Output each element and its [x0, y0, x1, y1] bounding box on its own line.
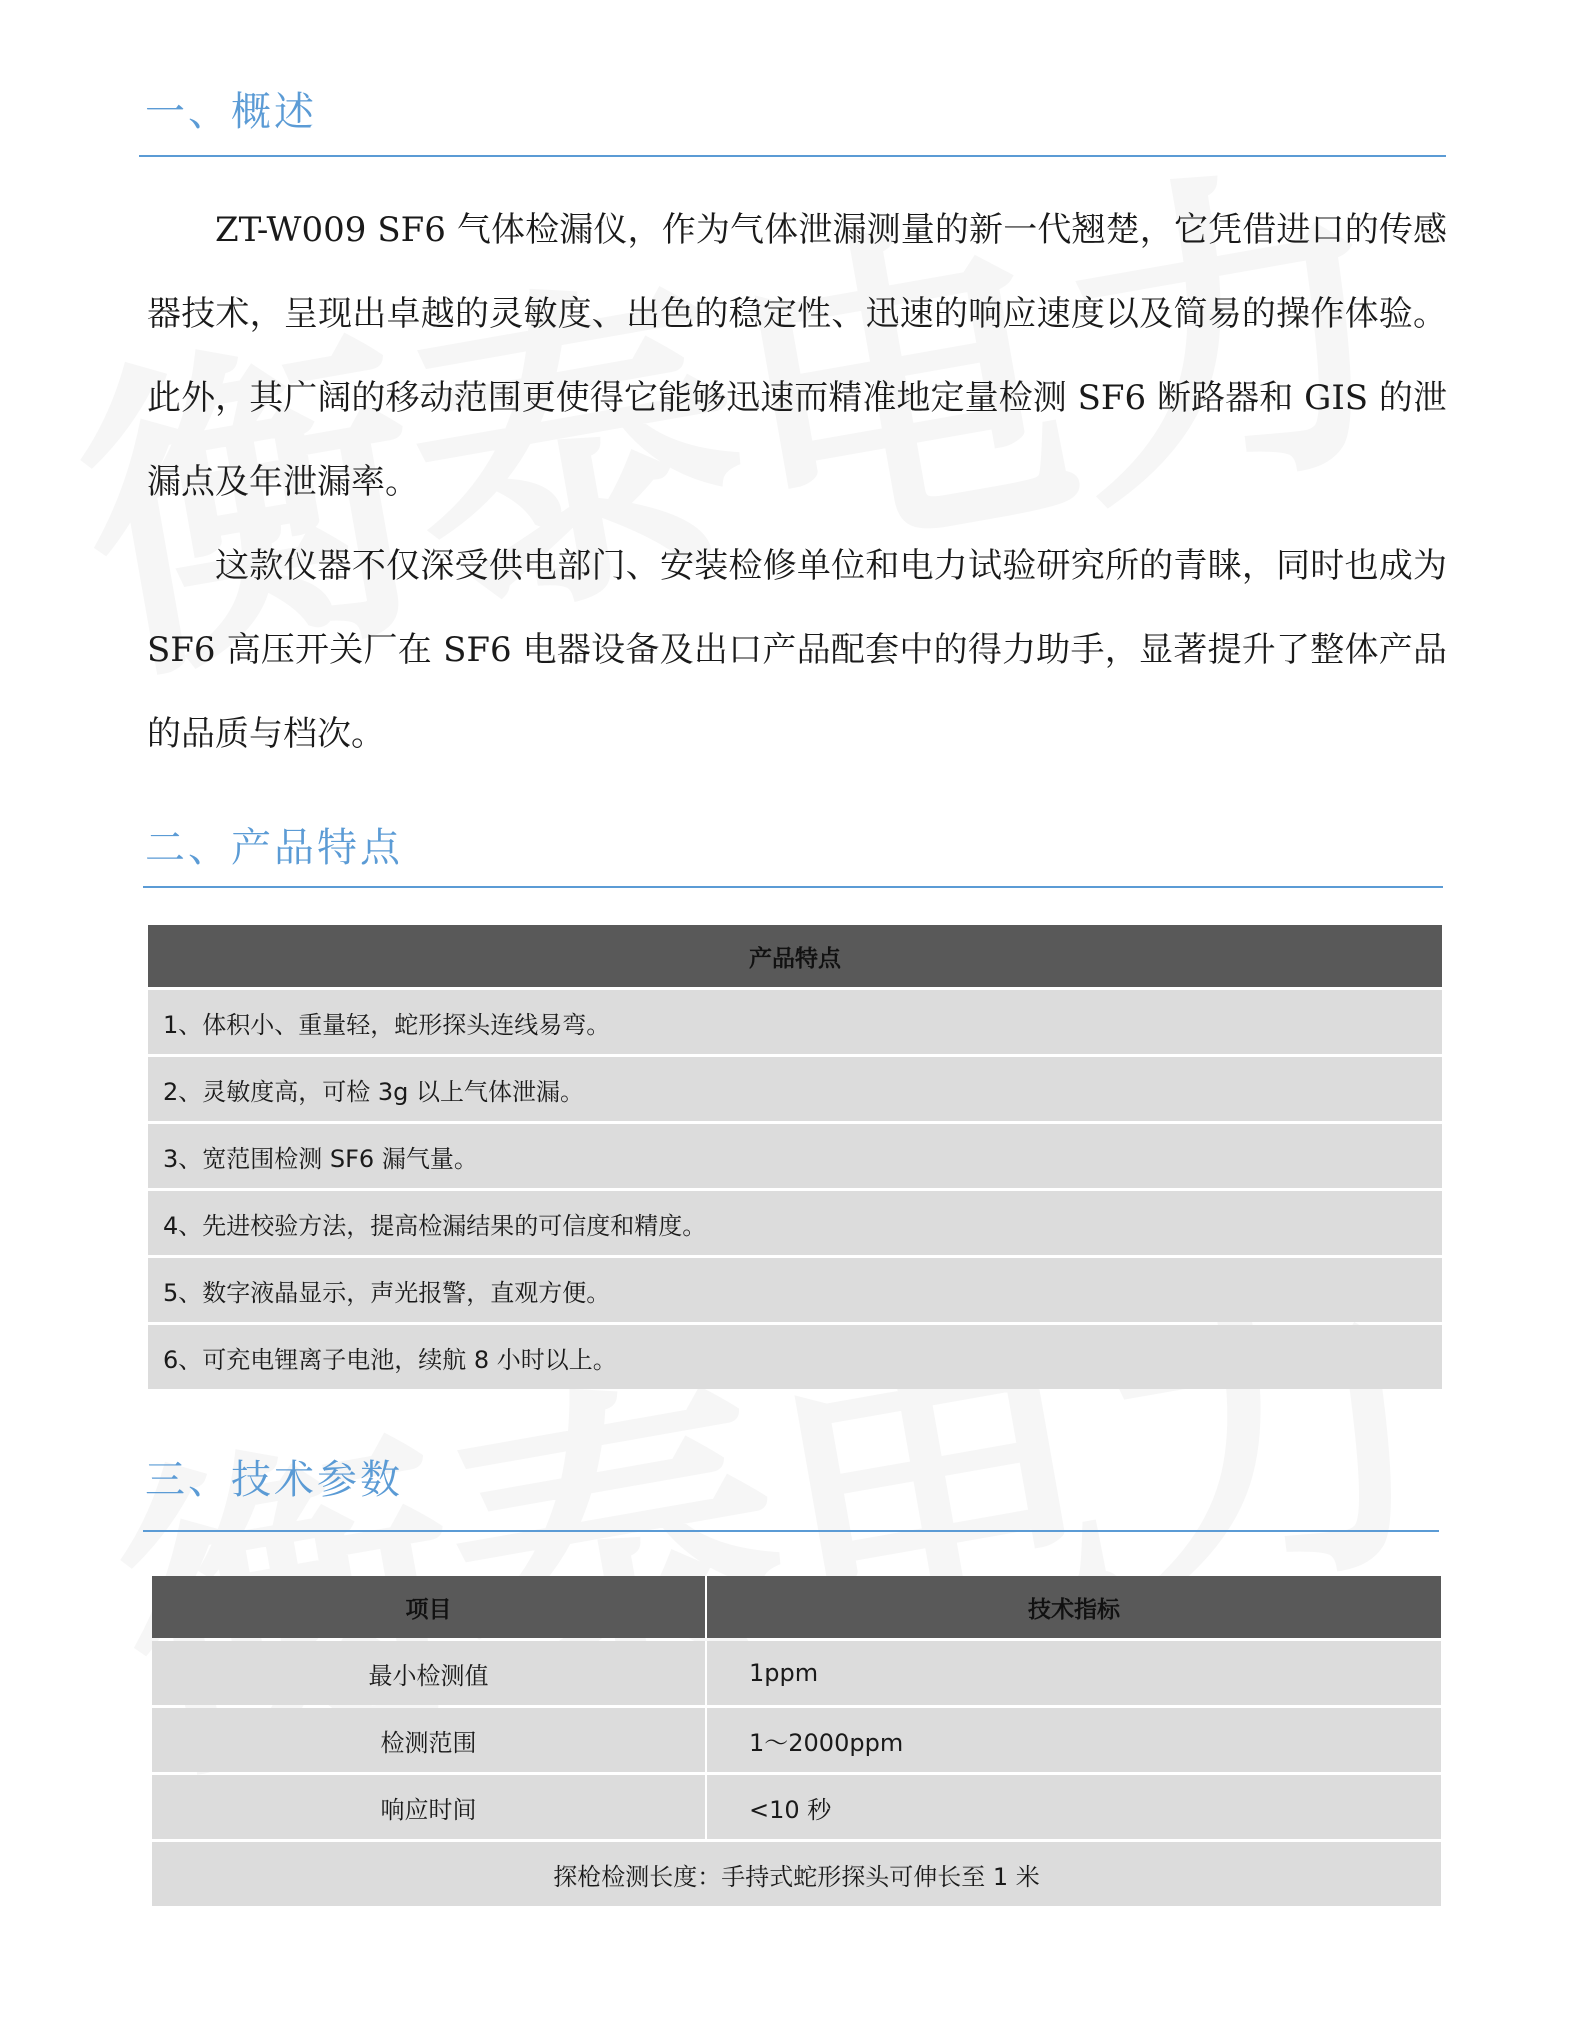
heading-rule-overview	[139, 155, 1446, 157]
specs-header-item: 项目	[152, 1576, 707, 1638]
table-row	[148, 1057, 1442, 1121]
table-row	[152, 1641, 1441, 1705]
table-row	[148, 1124, 1442, 1188]
spec-item: 检测范围	[152, 1708, 707, 1772]
features-table-header-row	[148, 925, 1442, 987]
specs-table-header-row	[152, 1576, 1441, 1638]
overview-paragraph-1: ZT-W009 SF6 气体检漏仪，作为气体泄漏测量的新一代翘楚，它凭借进口的传感器技术，呈现出卓越的灵敏度、出色的稳定性、迅速的响应速度以及简易的操作体验。此外，其广阔的移动范围更使得它能够迅速而精准地定量检测 SF6 断路器和 GIS 的泄漏点及年泄漏率。	[147, 210, 1447, 502]
feature-item-5: 5、数字液晶显示，声光报警，直观方便。	[148, 1258, 1442, 1322]
feature-item-3: 3、宽范围检测 SF6 漏气量。	[148, 1124, 1442, 1188]
spec-value: 1ppm	[707, 1641, 1441, 1705]
feature-item-1: 1、体积小、重量轻，蛇形探头连线易弯。	[148, 990, 1442, 1054]
overview-paragraph-2: 这款仪器不仅深受供电部门、安装检修单位和电力试验研究所的青睐，同时也成为 SF6 高压开关厂在 SF6 电器设备及出口产品配套中的得力助手，显著提升了整体产品的品质与档次。	[147, 546, 1447, 754]
section-heading-features: 二、产品特点	[145, 825, 403, 871]
specs-header-value: 技术指标	[707, 1576, 1441, 1638]
spec-item: 响应时间	[152, 1775, 707, 1839]
heading-rule-features	[143, 886, 1443, 888]
table-row	[152, 1775, 1441, 1839]
features-table	[148, 922, 1442, 1392]
section-heading-overview: 一、概述	[145, 89, 317, 135]
features-table-header: 产品特点	[148, 925, 1442, 987]
heading-rule-specs	[143, 1530, 1439, 1532]
table-row	[148, 1258, 1442, 1322]
spec-item: 最小检测值	[152, 1641, 707, 1705]
section-heading-specs: 三、技术参数	[145, 1457, 403, 1503]
spec-footer-row: 探枪检测长度：手持式蛇形探头可伸长至 1 米	[152, 1842, 1441, 1906]
table-row	[148, 1191, 1442, 1255]
table-row	[152, 1842, 1441, 1906]
table-row	[148, 1325, 1442, 1389]
feature-item-2: 2、灵敏度高，可检 3g 以上气体泄漏。	[148, 1057, 1442, 1121]
specs-table	[152, 1573, 1441, 1909]
spec-value: 1～2000ppm	[707, 1708, 1441, 1772]
feature-item-4: 4、先进校验方法，提高检漏结果的可信度和精度。	[148, 1191, 1442, 1255]
feature-item-6: 6、可充电锂离子电池，续航 8 小时以上。	[148, 1325, 1442, 1389]
spec-value: <10 秒	[707, 1775, 1441, 1839]
table-row	[148, 990, 1442, 1054]
table-row	[152, 1708, 1441, 1772]
